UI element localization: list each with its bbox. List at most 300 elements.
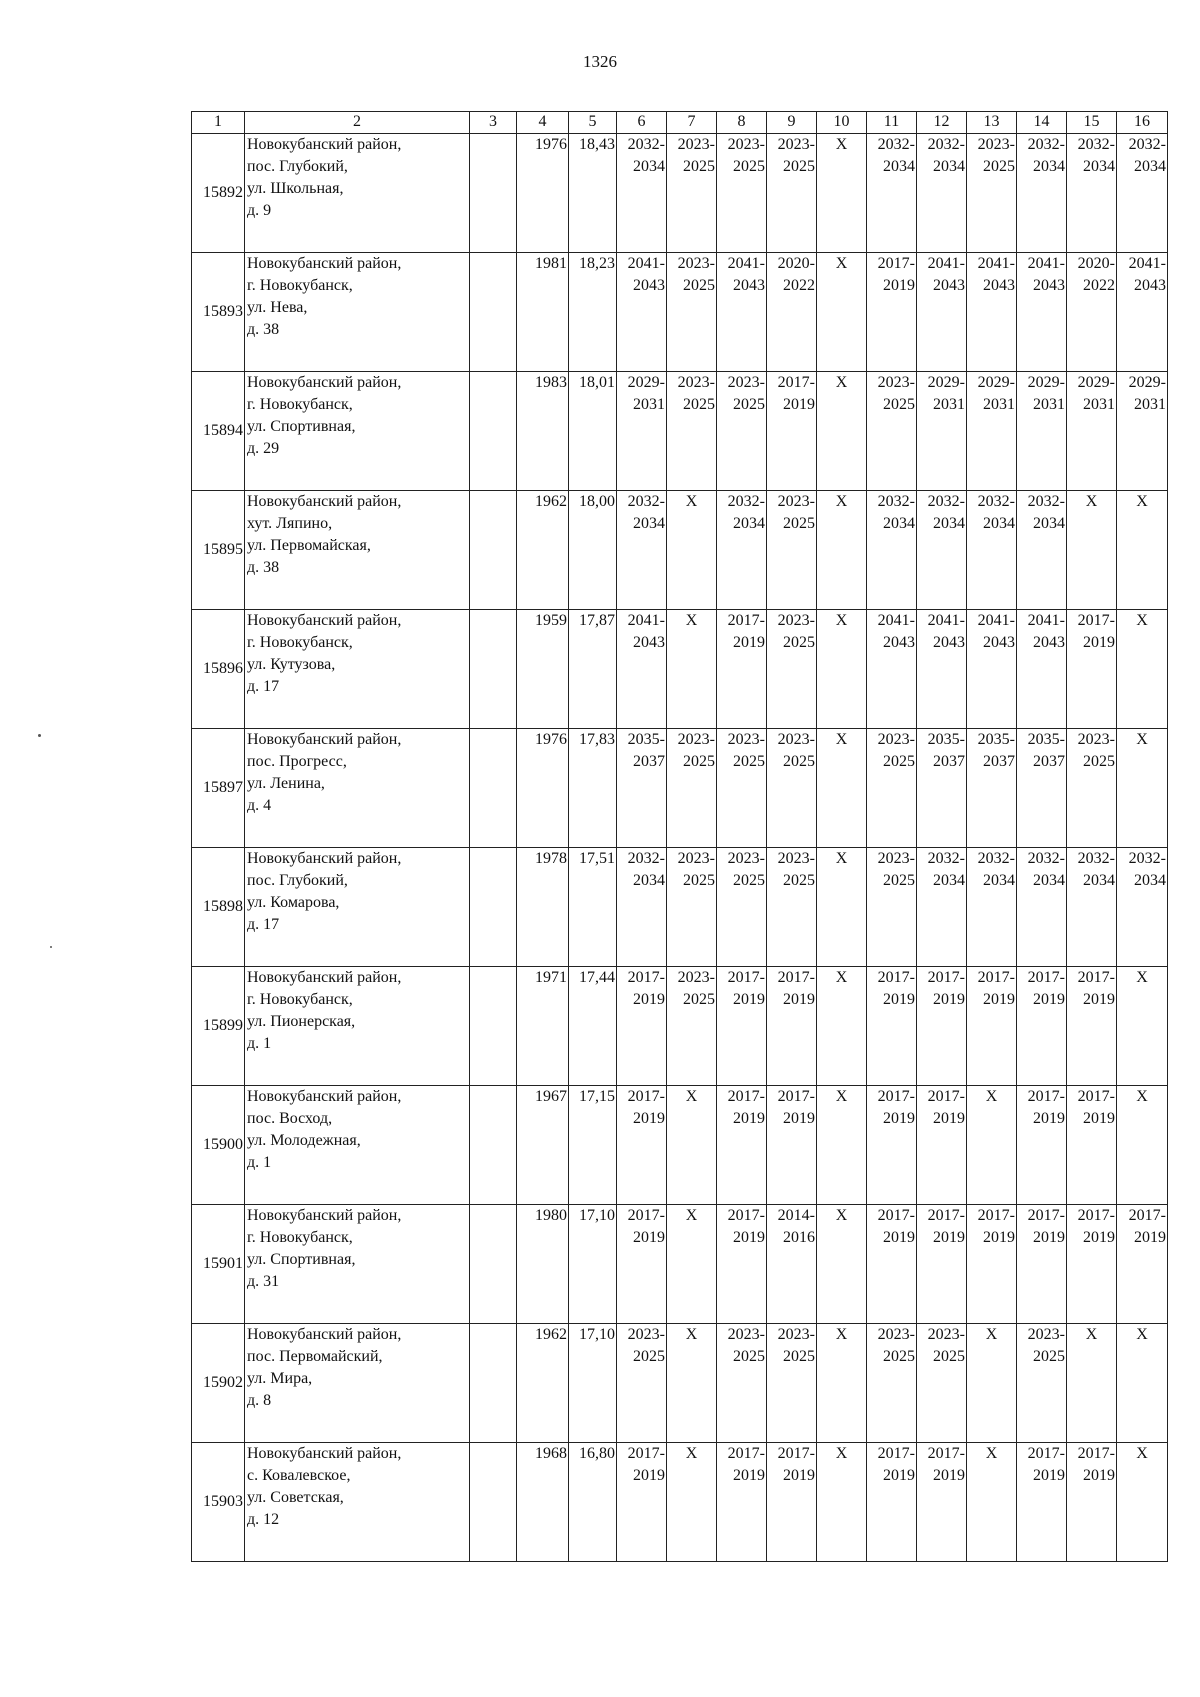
address-line: Новокубанский район, (247, 374, 402, 391)
not-applicable-mark: Х (1136, 1326, 1148, 1343)
period-cell-col12 (917, 610, 967, 729)
period-line: 2032- (1128, 850, 1166, 867)
period-line: 2023- (777, 493, 815, 510)
period-line: 2025 (683, 991, 715, 1008)
row-number: 15897 (192, 729, 245, 848)
period-cell-col14 (1017, 134, 1067, 253)
period-line: 2017- (877, 1088, 915, 1105)
not-applicable-mark: Х (685, 612, 698, 629)
period-line: 2031 (1033, 396, 1065, 413)
period-line: 2017- (1027, 1088, 1065, 1105)
not-applicable-mark: Х (835, 1445, 848, 1462)
period-line: 2019 (933, 1467, 965, 1484)
not-applicable-mark: Х (835, 255, 848, 272)
period-line: 2016 (783, 1229, 815, 1246)
period-cell-col7 (667, 1324, 717, 1443)
period-cell-col8 (717, 610, 767, 729)
period-line: 2017- (927, 1445, 965, 1462)
period-cell-col12 (917, 729, 967, 848)
period-line: 2041- (627, 255, 665, 272)
period-cell-col12 (917, 253, 967, 372)
period-line: 2019 (1083, 1110, 1115, 1127)
period-line: 2025 (783, 158, 815, 175)
col3-cell (470, 1205, 517, 1324)
period-line: 2023- (1077, 731, 1115, 748)
address-line: д. 17 (247, 678, 280, 695)
year-built-cell: 1976 (517, 729, 569, 848)
not-applicable-mark: Х (1136, 493, 1148, 510)
page-number: 1326 (583, 52, 617, 71)
period-line: 2017- (1027, 969, 1065, 986)
period-cell-col16 (1117, 134, 1168, 253)
period-line: 2017- (777, 1088, 815, 1105)
period-line: 2029- (1077, 374, 1115, 391)
address-cell (245, 253, 470, 372)
period-cell-col15 (1067, 848, 1117, 967)
period-line: 2025 (733, 158, 765, 175)
period-cell-col13 (967, 134, 1017, 253)
period-line: 2037 (933, 753, 965, 770)
period-line: 2029- (977, 374, 1015, 391)
period-line: 2032- (927, 136, 965, 153)
period-cell-col11 (867, 253, 917, 372)
period-line: 2019 (633, 1467, 665, 1484)
period-line: 2041- (977, 612, 1015, 629)
period-cell-col8 (717, 372, 767, 491)
not-applicable-mark: Х (685, 1326, 698, 1343)
address-cell (245, 967, 470, 1086)
period-cell-col16 (1117, 729, 1168, 848)
period-cell-col16 (1117, 372, 1168, 491)
address-line: Новокубанский район, (247, 1207, 402, 1224)
period-cell-col8 (717, 1086, 767, 1205)
period-line: 2041- (977, 255, 1015, 272)
row-number: 15898 (192, 848, 245, 967)
period-line: 2023- (927, 1326, 965, 1343)
period-cell-col9 (767, 1324, 817, 1443)
period-cell-col11 (867, 729, 917, 848)
period-cell-col6 (617, 491, 667, 610)
period-line: 2029- (627, 374, 665, 391)
period-line: 2023- (727, 731, 765, 748)
period-line: 2032- (927, 493, 965, 510)
not-applicable-mark: Х (835, 731, 848, 748)
address-line: Новокубанский район, (247, 493, 402, 510)
period-line: 2031 (1134, 396, 1166, 413)
column-header-8: 8 (717, 112, 767, 134)
period-line: 2023- (977, 136, 1015, 153)
period-line: 2017- (777, 374, 815, 391)
period-line: 2019 (1134, 1229, 1166, 1246)
period-cell-col6 (617, 967, 667, 1086)
period-line: 2041- (1027, 255, 1065, 272)
period-line: 2034 (1083, 872, 1115, 889)
period-cell-col9 (767, 253, 817, 372)
period-line: 2029- (1128, 374, 1166, 391)
period-cell-col11 (867, 610, 917, 729)
period-cell-col8 (717, 134, 767, 253)
address-line: г. Новокубанск, (247, 634, 353, 651)
period-cell-col10 (817, 967, 867, 1086)
address-line: хут. Ляпино, (247, 515, 333, 532)
period-line: 2020- (777, 255, 815, 272)
period-line: 2043 (983, 634, 1015, 651)
period-cell-col10 (817, 1205, 867, 1324)
period-line: 2035- (627, 731, 665, 748)
column-header-10: 10 (817, 112, 867, 134)
period-cell-col16 (1117, 967, 1168, 1086)
period-line: 2034 (1083, 158, 1115, 175)
period-line: 2032- (627, 136, 665, 153)
period-cell-col7 (667, 134, 717, 253)
year-built-cell: 1976 (517, 134, 569, 253)
period-cell-col7 (667, 848, 717, 967)
period-line: 2025 (933, 1348, 965, 1365)
address-line: Новокубанский район, (247, 731, 402, 748)
period-line: 2025 (733, 1348, 765, 1365)
period-line: 2017- (627, 1088, 665, 1105)
row-number: 15895 (192, 491, 245, 610)
value-cell: 17,51 (569, 848, 617, 967)
not-applicable-mark: Х (1136, 1445, 1148, 1462)
row-number: 15903 (192, 1443, 245, 1562)
period-line: 2025 (683, 872, 715, 889)
year-built-cell: 1983 (517, 372, 569, 491)
address-line: д. 17 (247, 916, 280, 933)
period-line: 2023- (677, 136, 715, 153)
not-applicable-mark: Х (835, 136, 848, 153)
period-line: 2032- (1077, 136, 1115, 153)
scan-speck (50, 946, 52, 948)
period-cell-col8 (717, 1443, 767, 1562)
address-cell (245, 134, 470, 253)
period-cell-col8 (717, 967, 767, 1086)
table-row (192, 134, 1168, 253)
period-line: 2025 (733, 396, 765, 413)
period-cell-col14 (1017, 253, 1067, 372)
period-cell-col12 (917, 848, 967, 967)
period-line: 2023- (877, 374, 915, 391)
period-line: 2019 (933, 991, 965, 1008)
period-line: 2019 (933, 1110, 965, 1127)
period-cell-col15 (1067, 134, 1117, 253)
year-built-cell: 1962 (517, 491, 569, 610)
address-line: д. 9 (247, 202, 272, 219)
period-line: 2025 (683, 396, 715, 413)
period-cell-col10 (817, 729, 867, 848)
period-line: 2043 (1033, 277, 1065, 294)
address-cell (245, 491, 470, 610)
period-cell-col14 (1017, 967, 1067, 1086)
period-line: 2041- (727, 255, 765, 272)
period-cell-col11 (867, 372, 917, 491)
table-row (192, 372, 1168, 491)
address-line: г. Новокубанск, (247, 991, 353, 1008)
table-row (192, 848, 1168, 967)
address-line: д. 38 (247, 559, 280, 576)
period-line: 2019 (883, 277, 915, 294)
address-line: Новокубанский район, (247, 136, 402, 153)
not-applicable-mark: Х (835, 374, 848, 391)
period-line: 2017- (877, 1445, 915, 1462)
address-line: д. 12 (247, 1511, 280, 1528)
row-number: 15892 (192, 134, 245, 253)
period-cell-col8 (717, 491, 767, 610)
table-row (192, 1205, 1168, 1324)
period-line: 2019 (1033, 1110, 1065, 1127)
period-line: 2032- (977, 850, 1015, 867)
period-line: 2017- (877, 255, 915, 272)
address-line: ул. Нева, (247, 299, 308, 316)
period-cell-col7 (667, 729, 717, 848)
period-cell-col15 (1067, 1205, 1117, 1324)
column-header-11: 11 (867, 112, 917, 134)
period-line: 2029- (927, 374, 965, 391)
period-line: 2025 (783, 753, 815, 770)
column-header-13: 13 (967, 112, 1017, 134)
address-line: ул. Кутузова, (247, 656, 336, 673)
period-cell-col13 (967, 253, 1017, 372)
period-line: 2041- (1027, 612, 1065, 629)
period-line: 2019 (783, 1467, 815, 1484)
column-header-1: 1 (192, 112, 245, 134)
address-line: д. 4 (247, 797, 272, 814)
period-cell-col6 (617, 1443, 667, 1562)
period-cell-col9 (767, 1086, 817, 1205)
col3-cell (470, 1443, 517, 1562)
period-cell-col16 (1117, 1443, 1168, 1562)
period-line: 2017- (627, 969, 665, 986)
period-cell-col7 (667, 372, 717, 491)
table-row (192, 967, 1168, 1086)
period-cell-col9 (767, 134, 817, 253)
period-line: 2034 (983, 515, 1015, 532)
period-cell-col13 (967, 729, 1017, 848)
col3-cell (470, 729, 517, 848)
address-line: Новокубанский район, (247, 255, 402, 272)
period-line: 2025 (733, 872, 765, 889)
period-line: 2032- (1027, 136, 1065, 153)
period-line: 2019 (933, 1229, 965, 1246)
period-line: 2023- (777, 1326, 815, 1343)
address-cell (245, 372, 470, 491)
period-cell-col8 (717, 1205, 767, 1324)
period-line: 2022 (1083, 277, 1115, 294)
address-line: ул. Комарова, (247, 894, 340, 911)
address-line: ул. Спортивная, (247, 418, 356, 435)
period-cell-col8 (717, 1324, 767, 1443)
address-cell (245, 848, 470, 967)
column-header-7: 7 (667, 112, 717, 134)
period-line: 2023- (677, 374, 715, 391)
table-row (192, 1324, 1168, 1443)
period-line: 2017- (1077, 1207, 1115, 1224)
period-cell-col16 (1117, 610, 1168, 729)
period-line: 2041- (627, 612, 665, 629)
period-cell-col6 (617, 372, 667, 491)
period-line: 2025 (633, 1348, 665, 1365)
not-applicable-mark: Х (835, 850, 848, 867)
header-row (192, 112, 1168, 134)
period-line: 2019 (633, 991, 665, 1008)
row-number: 15896 (192, 610, 245, 729)
period-line: 2019 (733, 1229, 765, 1246)
not-applicable-mark: Х (985, 1445, 998, 1462)
address-line: Новокубанский район, (247, 1088, 402, 1105)
period-line: 2023- (1027, 1326, 1065, 1343)
address-line: д. 38 (247, 321, 280, 338)
period-line: 2043 (633, 277, 665, 294)
address-line: Новокубанский район, (247, 1445, 402, 1462)
period-line: 2041- (877, 612, 915, 629)
period-cell-col6 (617, 253, 667, 372)
period-line: 2031 (983, 396, 1015, 413)
address-line: ул. Мира, (247, 1370, 313, 1387)
address-cell (245, 610, 470, 729)
row-number: 15900 (192, 1086, 245, 1205)
period-cell-col16 (1117, 253, 1168, 372)
period-line: 2025 (683, 753, 715, 770)
period-cell-col16 (1117, 1086, 1168, 1205)
year-built-cell: 1968 (517, 1443, 569, 1562)
period-cell-col15 (1067, 372, 1117, 491)
year-built-cell: 1980 (517, 1205, 569, 1324)
period-line: 2023- (677, 850, 715, 867)
period-line: 2017- (727, 1088, 765, 1105)
scan-speck (38, 734, 41, 737)
period-cell-col13 (967, 1324, 1017, 1443)
period-cell-col6 (617, 1205, 667, 1324)
period-line: 2025 (1033, 1348, 1065, 1365)
period-line: 2014- (777, 1207, 815, 1224)
period-line: 2025 (733, 753, 765, 770)
period-cell-col13 (967, 372, 1017, 491)
period-line: 2019 (983, 1229, 1015, 1246)
period-line: 2025 (883, 753, 915, 770)
not-applicable-mark: Х (835, 1326, 848, 1343)
period-line: 2023- (627, 1326, 665, 1343)
period-line: 2023- (877, 731, 915, 748)
column-header-3: 3 (470, 112, 517, 134)
period-line: 2017- (727, 1207, 765, 1224)
period-line: 2043 (883, 634, 915, 651)
col3-cell (470, 1086, 517, 1205)
period-cell-col16 (1117, 848, 1168, 967)
period-cell-col8 (717, 848, 767, 967)
column-header-5: 5 (569, 112, 617, 134)
period-cell-col12 (917, 1086, 967, 1205)
period-line: 2017- (927, 1088, 965, 1105)
period-cell-col9 (767, 1205, 817, 1324)
period-cell-col9 (767, 967, 817, 1086)
period-line: 2017- (1027, 1207, 1065, 1224)
address-line: д. 29 (247, 440, 280, 457)
period-cell-col9 (767, 848, 817, 967)
value-cell: 18,00 (569, 491, 617, 610)
period-line: 2034 (633, 158, 665, 175)
period-cell-col8 (717, 253, 767, 372)
period-cell-col8 (717, 729, 767, 848)
period-cell-col7 (667, 253, 717, 372)
table-body (192, 134, 1168, 1562)
period-line: 2023- (777, 612, 815, 629)
period-line: 2017- (1077, 969, 1115, 986)
value-cell: 18,43 (569, 134, 617, 253)
period-line: 2025 (783, 515, 815, 532)
period-line: 2017- (727, 612, 765, 629)
col3-cell (470, 491, 517, 610)
address-line: г. Новокубанск, (247, 1229, 353, 1246)
year-built-cell: 1981 (517, 253, 569, 372)
period-cell-col15 (1067, 491, 1117, 610)
period-cell-col11 (867, 1086, 917, 1205)
period-cell-col12 (917, 491, 967, 610)
period-line: 2043 (1033, 634, 1065, 651)
period-line: 2032- (927, 850, 965, 867)
column-header-15: 15 (1067, 112, 1117, 134)
period-cell-col7 (667, 610, 717, 729)
period-cell-col10 (817, 372, 867, 491)
period-line: 2017- (1128, 1207, 1166, 1224)
period-line: 2034 (883, 515, 915, 532)
period-cell-col13 (967, 1086, 1017, 1205)
table-row (192, 1086, 1168, 1205)
period-line: 2034 (633, 872, 665, 889)
period-line: 2017- (727, 969, 765, 986)
period-line: 2019 (1033, 991, 1065, 1008)
period-cell-col11 (867, 491, 917, 610)
address-line: г. Новокубанск, (247, 277, 353, 294)
address-cell (245, 1086, 470, 1205)
period-line: 2019 (1083, 634, 1115, 651)
not-applicable-mark: Х (835, 1207, 848, 1224)
period-line: 2019 (983, 991, 1015, 1008)
period-cell-col12 (917, 1324, 967, 1443)
address-line: Новокубанский район, (247, 850, 402, 867)
not-applicable-mark: Х (1136, 969, 1148, 986)
year-built-cell: 1967 (517, 1086, 569, 1205)
not-applicable-mark: Х (685, 1088, 698, 1105)
address-line: ул. Школьная, (247, 180, 344, 197)
period-line: 2043 (633, 634, 665, 651)
period-cell-col12 (917, 967, 967, 1086)
period-cell-col9 (767, 1443, 817, 1562)
period-line: 2043 (733, 277, 765, 294)
period-cell-col15 (1067, 610, 1117, 729)
period-line: 2017- (877, 969, 915, 986)
period-line: 2023- (677, 969, 715, 986)
period-cell-col14 (1017, 848, 1067, 967)
address-line: с. Ковалевское, (247, 1467, 351, 1484)
period-cell-col12 (917, 1205, 967, 1324)
period-line: 2032- (1077, 850, 1115, 867)
not-applicable-mark: Х (985, 1088, 998, 1105)
period-line: 2017- (1077, 612, 1115, 629)
period-line: 2019 (1033, 1467, 1065, 1484)
period-line: 2032- (977, 493, 1015, 510)
address-line: ул. Первомайская, (247, 537, 371, 554)
not-applicable-mark: Х (835, 612, 848, 629)
period-line: 2019 (733, 991, 765, 1008)
period-line: 2020- (1077, 255, 1115, 272)
period-line: 2019 (783, 396, 815, 413)
period-line: 2025 (783, 634, 815, 651)
period-cell-col6 (617, 1324, 667, 1443)
period-line: 2035- (977, 731, 1015, 748)
period-line: 2032- (727, 493, 765, 510)
address-line: д. 1 (247, 1154, 272, 1171)
value-cell: 17,44 (569, 967, 617, 1086)
